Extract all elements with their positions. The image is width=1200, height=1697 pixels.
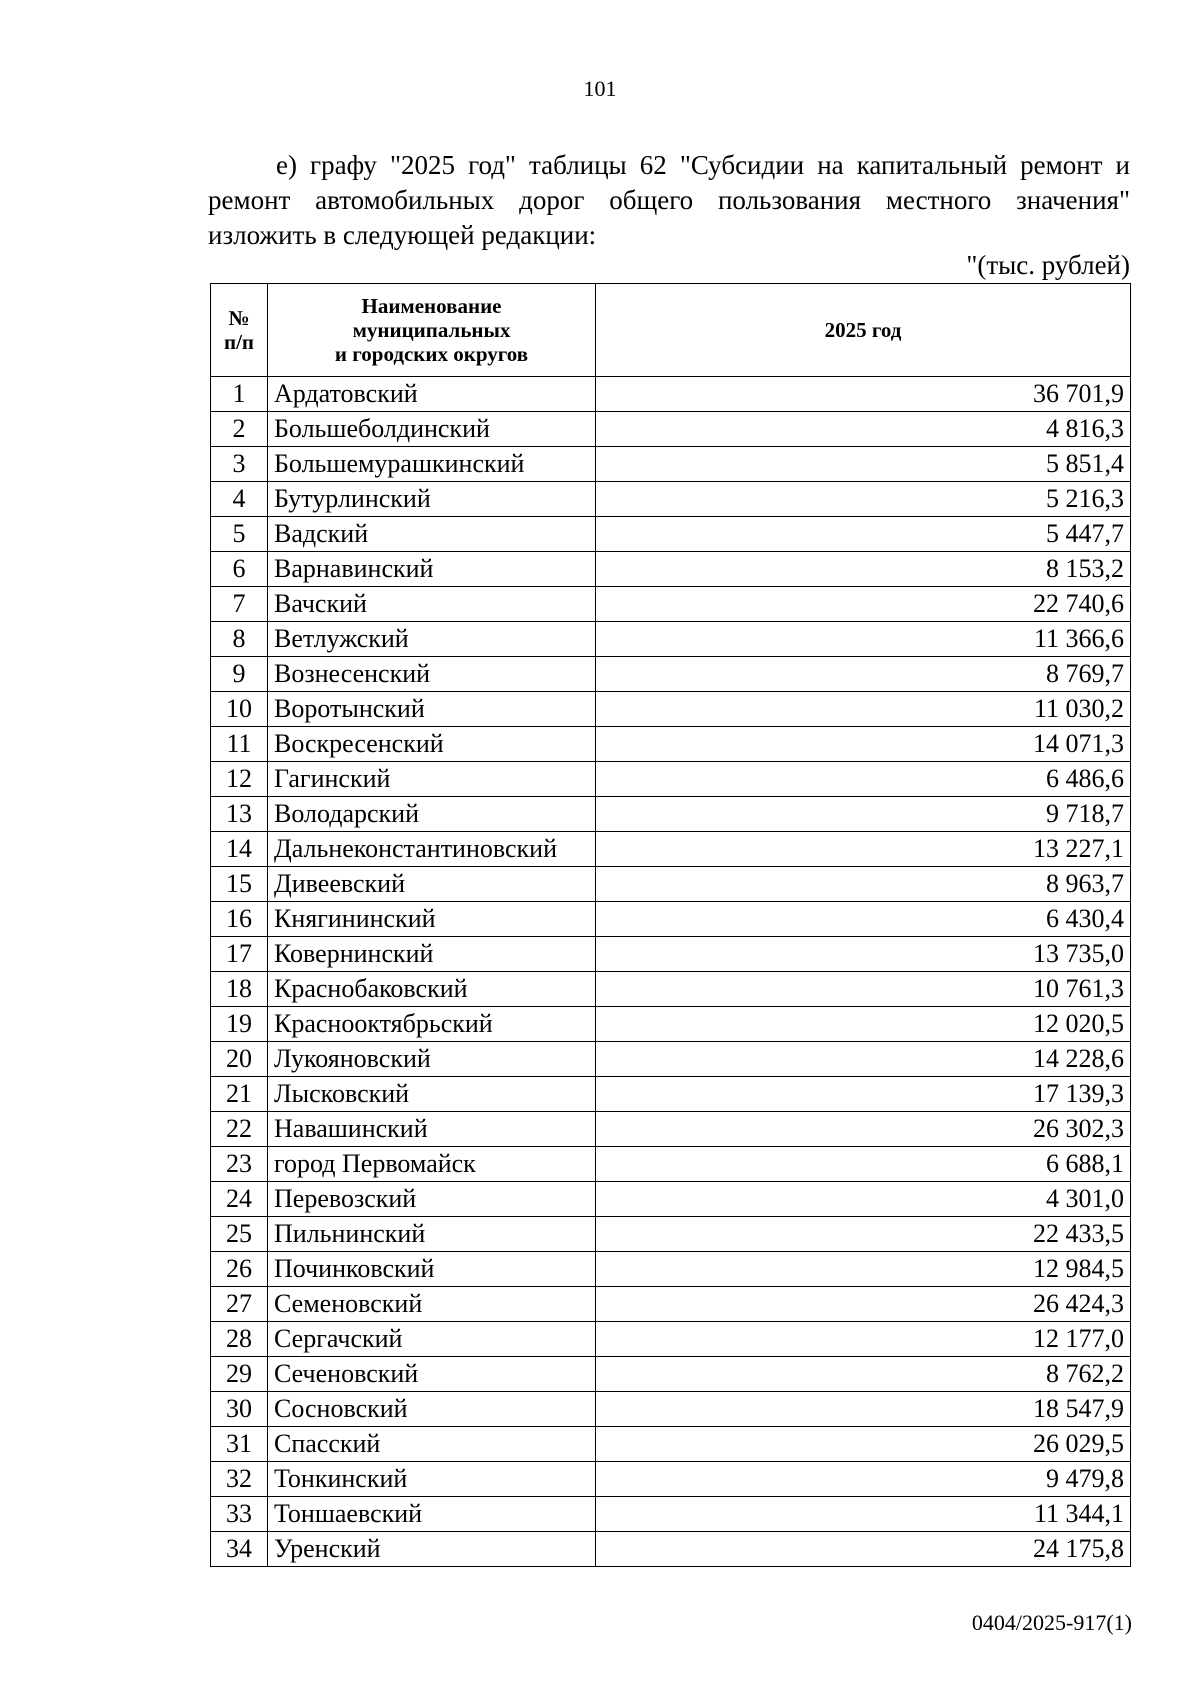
row-name: Володарский: [268, 797, 596, 832]
row-value: 9 479,8: [596, 1462, 1131, 1497]
table-row: [211, 1217, 1131, 1252]
row-value: 10 761,3: [596, 972, 1131, 1007]
row-value: 12 177,0: [596, 1322, 1131, 1357]
row-number: 6: [211, 552, 268, 587]
table-row: [211, 517, 1131, 552]
row-value: 12 984,5: [596, 1252, 1131, 1287]
row-number: 26: [211, 1252, 268, 1287]
table-row: [211, 1392, 1131, 1427]
row-name: Лукояновский: [268, 1042, 596, 1077]
table-row: [211, 1182, 1131, 1217]
unit-note: "(тыс. рублей): [966, 250, 1130, 280]
intro-text: е) графу "2025 год" таблицы 62 "Субсидии на капитальный ремонт и ремонт автомобильных дорог общего пользования местного значения" изложить в следующей редакции:: [208, 150, 1130, 250]
row-value: 22 740,6: [596, 587, 1131, 622]
row-number: 20: [211, 1042, 268, 1077]
row-value: 6 486,6: [596, 762, 1131, 797]
table-row: [211, 1042, 1131, 1077]
row-value: 18 547,9: [596, 1392, 1131, 1427]
row-value: 9 718,7: [596, 797, 1131, 832]
row-number: 16: [211, 902, 268, 937]
row-number: 31: [211, 1427, 268, 1462]
row-name: Дальнеконстантиновский: [268, 832, 596, 867]
intro-paragraph: [208, 148, 1130, 253]
row-number: 8: [211, 622, 268, 657]
row-value: 17 139,3: [596, 1077, 1131, 1112]
row-name: Вадский: [268, 517, 596, 552]
row-number: 23: [211, 1147, 268, 1182]
row-number: 5: [211, 517, 268, 552]
table-body: [211, 377, 1131, 1567]
row-name: Пильнинский: [268, 1217, 596, 1252]
row-name: Починковский: [268, 1252, 596, 1287]
row-name: Тонкинский: [268, 1462, 596, 1497]
row-value: 6 430,4: [596, 902, 1131, 937]
row-value: 8 762,2: [596, 1357, 1131, 1392]
table-row: [211, 1287, 1131, 1322]
row-value: 8 769,7: [596, 657, 1131, 692]
row-value: 36 701,9: [596, 377, 1131, 412]
row-name: Большеболдинский: [268, 412, 596, 447]
table-row: [211, 832, 1131, 867]
row-value: 11 344,1: [596, 1497, 1131, 1532]
table-row: [211, 972, 1131, 1007]
row-name: Дивеевский: [268, 867, 596, 902]
row-number: 9: [211, 657, 268, 692]
table-row: [211, 1112, 1131, 1147]
row-name: Воротынский: [268, 692, 596, 727]
row-name: Тоншаевский: [268, 1497, 596, 1532]
row-value: 5 216,3: [596, 482, 1131, 517]
row-value: 4 301,0: [596, 1182, 1131, 1217]
row-value: 22 433,5: [596, 1217, 1131, 1252]
row-number: 33: [211, 1497, 268, 1532]
row-name: Вачский: [268, 587, 596, 622]
table-row: [211, 797, 1131, 832]
row-value: 13 227,1: [596, 832, 1131, 867]
row-value: 4 816,3: [596, 412, 1131, 447]
row-name: Сеченовский: [268, 1357, 596, 1392]
table-row: [211, 1497, 1131, 1532]
table-row: [211, 692, 1131, 727]
row-name: Ардатовский: [268, 377, 596, 412]
row-number: 15: [211, 867, 268, 902]
row-value: 11 030,2: [596, 692, 1131, 727]
row-name: Краснобаковский: [268, 972, 596, 1007]
row-number: 22: [211, 1112, 268, 1147]
row-number: 14: [211, 832, 268, 867]
row-name: Семеновский: [268, 1287, 596, 1322]
row-value: 11 366,6: [596, 622, 1131, 657]
row-value: 24 175,8: [596, 1532, 1131, 1567]
row-name: Варнавинский: [268, 552, 596, 587]
row-number: 34: [211, 1532, 268, 1567]
row-number: 13: [211, 797, 268, 832]
table-row: [211, 377, 1131, 412]
row-name: Гагинский: [268, 762, 596, 797]
row-number: 30: [211, 1392, 268, 1427]
row-name: Перевозский: [268, 1182, 596, 1217]
row-name: Спасский: [268, 1427, 596, 1462]
table-row: [211, 657, 1131, 692]
table-row: [211, 902, 1131, 937]
row-value: 26 424,3: [596, 1287, 1131, 1322]
table-row: [211, 762, 1131, 797]
table-row: [211, 1532, 1131, 1567]
table-row: [211, 1252, 1131, 1287]
row-number: 29: [211, 1357, 268, 1392]
table-row: [211, 727, 1131, 762]
table-row: [211, 1147, 1131, 1182]
row-number: 10: [211, 692, 268, 727]
row-value: 5 851,4: [596, 447, 1131, 482]
table-row: [211, 552, 1131, 587]
row-value: 14 228,6: [596, 1042, 1131, 1077]
table-row: [211, 447, 1131, 482]
row-name: Сосновский: [268, 1392, 596, 1427]
subsidies-table: [210, 283, 1131, 1567]
table-row: [211, 1462, 1131, 1497]
row-number: 25: [211, 1217, 268, 1252]
row-name: Уренский: [268, 1532, 596, 1567]
table-row: [211, 412, 1131, 447]
row-number: 24: [211, 1182, 268, 1217]
header-name: Наименование муниципальных и городских округов: [268, 284, 596, 377]
row-name: город Первомайск: [268, 1147, 596, 1182]
row-value: 8 963,7: [596, 867, 1131, 902]
row-number: 11: [211, 727, 268, 762]
row-number: 3: [211, 447, 268, 482]
row-name: Воскресенский: [268, 727, 596, 762]
table-row: [211, 1427, 1131, 1462]
row-name: Лысковский: [268, 1077, 596, 1112]
row-number: 2: [211, 412, 268, 447]
table-row: [211, 1077, 1131, 1112]
row-value: 8 153,2: [596, 552, 1131, 587]
table-row: [211, 587, 1131, 622]
header-number: № п/п: [211, 284, 268, 377]
row-name: Бутурлинский: [268, 482, 596, 517]
row-number: 17: [211, 937, 268, 972]
row-value: 5 447,7: [596, 517, 1131, 552]
table-header-row: [211, 284, 1131, 377]
document-code: 0404/2025-917(1): [971, 1610, 1132, 1635]
row-value: 13 735,0: [596, 937, 1131, 972]
row-name: Сергачский: [268, 1322, 596, 1357]
page-number: 101: [583, 76, 617, 101]
row-value: 26 029,5: [596, 1427, 1131, 1462]
table-row: [211, 867, 1131, 902]
row-number: 32: [211, 1462, 268, 1497]
row-name: Большемурашкинский: [268, 447, 596, 482]
table-row: [211, 622, 1131, 657]
row-number: 12: [211, 762, 268, 797]
row-number: 1: [211, 377, 268, 412]
row-name: Ветлужский: [268, 622, 596, 657]
row-number: 28: [211, 1322, 268, 1357]
row-value: 6 688,1: [596, 1147, 1131, 1182]
row-name: Краснооктябрьский: [268, 1007, 596, 1042]
table-row: [211, 482, 1131, 517]
row-name: Навашинский: [268, 1112, 596, 1147]
row-name: Княгининский: [268, 902, 596, 937]
row-number: 19: [211, 1007, 268, 1042]
row-name: Ковернинский: [268, 937, 596, 972]
table-row: [211, 937, 1131, 972]
row-value: 12 020,5: [596, 1007, 1131, 1042]
table-row: [211, 1357, 1131, 1392]
row-name: Вознесенский: [268, 657, 596, 692]
row-number: 7: [211, 587, 268, 622]
table-row: [211, 1322, 1131, 1357]
row-number: 21: [211, 1077, 268, 1112]
row-number: 27: [211, 1287, 268, 1322]
table-row: [211, 1007, 1131, 1042]
header-value: 2025 год: [596, 284, 1131, 377]
row-value: 14 071,3: [596, 727, 1131, 762]
row-number: 4: [211, 482, 268, 517]
row-number: 18: [211, 972, 268, 1007]
row-value: 26 302,3: [596, 1112, 1131, 1147]
